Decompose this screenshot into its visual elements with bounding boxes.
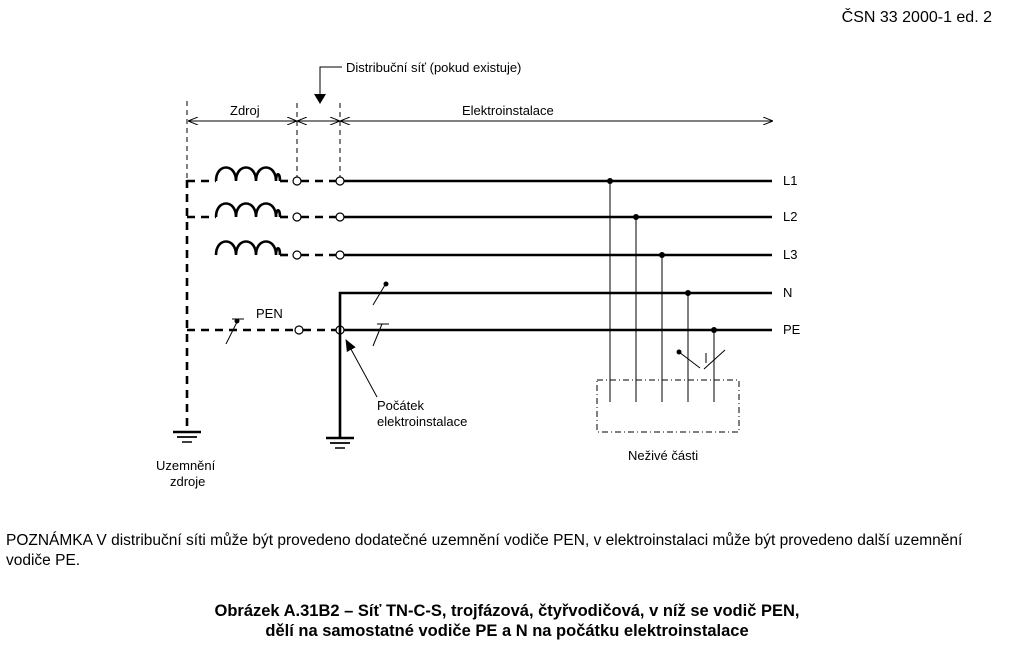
standard-number: ČSN 33 2000-1 ed. 2 [841,9,992,26]
installation-earth-symbol [326,438,354,448]
label-PE: PE [783,322,801,337]
origin-label-1: Počátek [377,398,424,413]
exposed-parts-label: Neživé části [628,448,699,463]
origin-label-2: elektroinstalace [377,414,468,429]
source-earth-symbol [173,432,201,442]
caption-line-1: Obrázek A.31B2 – Síť TN-C-S, trojfázová, čtyřvodičová, v níž se vodič PEN, [214,602,800,620]
installation-label: Elektroinstalace [462,103,554,118]
phase-L2-source [187,204,336,218]
source-earthing-label-1: Uzemnění [156,458,216,473]
note-text: POZNÁMKA V distribuční síti může být provedeno dodatečné uzemnění vodiče PEN, v elektroinstalaci může být provedeno další uzemnění vodiče PE. [6,532,963,569]
label-N: N [783,285,793,300]
label-L2: L2 [783,209,798,224]
pen-label: PEN [256,306,283,321]
exposed-parts-box [597,380,739,432]
phase-L3-source [216,242,336,256]
origin-arrow [346,340,377,397]
phase-L1-source [187,168,336,182]
figure-caption [0,601,1014,641]
source-label: Zdroj [230,103,260,118]
caption-line-2: dělí na samostatné vodiče PE a N na počátku elektroinstalace [265,622,749,640]
distribution-arrowhead [314,94,326,104]
label-L3: L3 [783,247,798,262]
source-earthing-label-2: zdroje [170,474,206,489]
load-symbols [677,350,726,370]
distribution-network-label: Distribuční síť (pokud existuje) [346,60,522,75]
pe-symbol [373,324,389,346]
load-connections [607,178,717,402]
label-L1: L1 [783,173,798,188]
